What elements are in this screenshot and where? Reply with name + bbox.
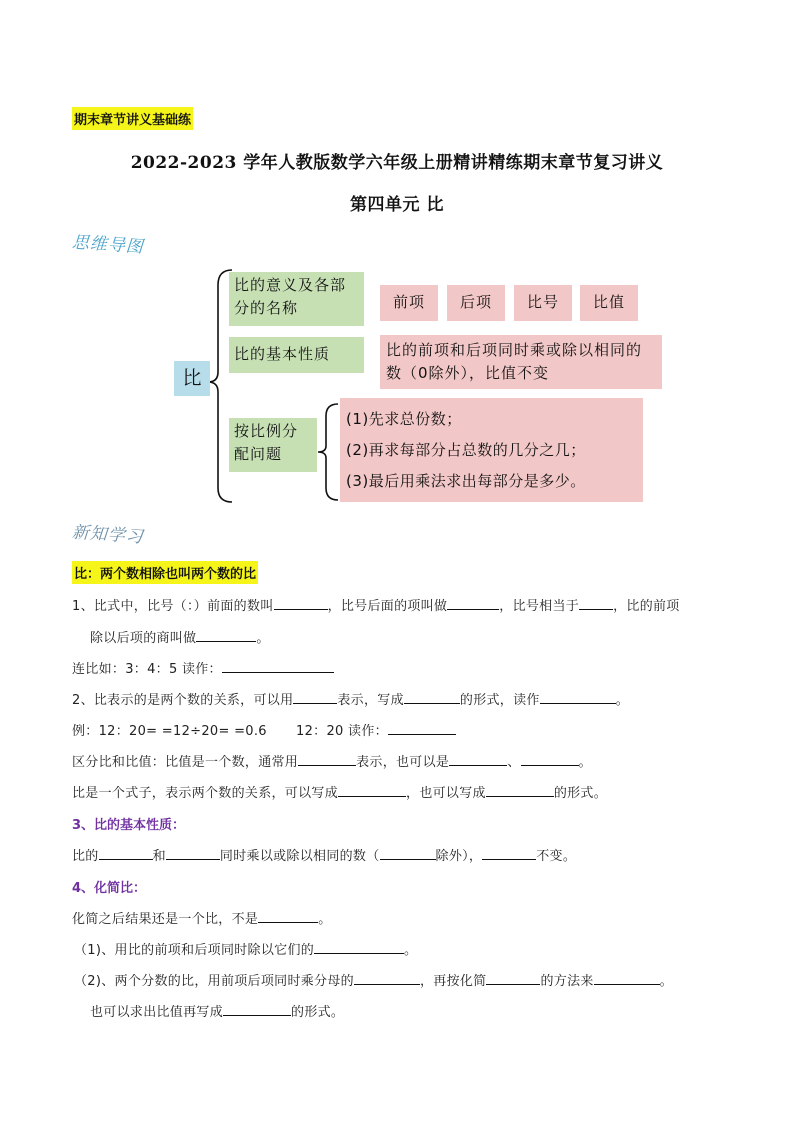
s3-text-a: 比的 <box>72 849 99 864</box>
simplify-step-1 <box>74 939 417 958</box>
q1-line-2 <box>90 627 270 646</box>
dist-text-a: 区分比和比值：比值是一个数，通常用 <box>72 755 299 770</box>
dist-text-b: 表示，也可以是 <box>356 755 450 770</box>
q2-text-d: 。 <box>615 693 630 708</box>
blank-s3-3[interactable] <box>380 847 436 860</box>
blank-q1-3[interactable] <box>579 597 613 610</box>
blank-q2-3[interactable] <box>540 691 616 704</box>
section-4-heading: 4、化简比： <box>72 881 147 896</box>
blank-s3-1[interactable] <box>99 847 153 860</box>
blank-example[interactable] <box>388 722 456 735</box>
branch-property: 比的基本性质 <box>229 337 364 373</box>
term-value: 比值 <box>580 285 638 321</box>
s3-text-d: 除外）， <box>435 849 483 864</box>
s4-text-a: 化简之后结果还是一个比，不是 <box>72 912 259 927</box>
q1-text-e: 除以后项的商叫做 <box>90 631 197 646</box>
simplify-step-3 <box>90 1001 344 1020</box>
expr-text-c: 的形式。 <box>553 786 608 801</box>
q1-text-d: ，比的前项 <box>613 599 680 614</box>
blank-q1-1[interactable] <box>274 597 328 610</box>
q2-text-c: 的形式，读作 <box>459 693 540 708</box>
s3-text-e: 不变。 <box>536 849 577 864</box>
blank-dist-3[interactable] <box>521 753 579 766</box>
step-3: (3)最后用乘法求出每部分是多少。 <box>346 472 586 490</box>
step-2: (2)再求每部分占总数的几分之几； <box>346 441 586 459</box>
mindmap-heading: 思维导图 <box>71 232 145 258</box>
distinguish-line <box>72 751 592 770</box>
blank-q2-2[interactable] <box>404 691 460 704</box>
cont-text: 连比如：3：4：5 读作： <box>72 662 222 677</box>
blank-p3[interactable] <box>223 1003 291 1016</box>
blank-expr-1[interactable] <box>338 784 406 797</box>
q1-text-b: ，比号后面的项叫做 <box>327 599 448 614</box>
blank-s3-2[interactable] <box>166 847 220 860</box>
blank-dist-2[interactable] <box>449 753 507 766</box>
sub-brace <box>318 404 338 500</box>
q2-text-b: 表示，写成 <box>337 693 404 708</box>
step-1: (1)先求总份数； <box>346 410 462 428</box>
q2-text-a: 2、比表示的是两个数的关系，可以用 <box>72 693 294 708</box>
p1-text-b: 。 <box>404 943 418 958</box>
example-a: 例：12：20= =12÷20= =0.6 <box>72 724 267 739</box>
blank-expr-2[interactable] <box>486 784 554 797</box>
page-title: 2022-2023 学年人教版数学六年级上册精讲精练期末章节复习讲义 <box>130 153 664 173</box>
blank-q1-4[interactable] <box>196 629 256 642</box>
blank-s3-4[interactable] <box>482 847 536 860</box>
s3-text-b: 和 <box>152 849 166 864</box>
blank-p1[interactable] <box>314 941 404 954</box>
q1-text-f: 。 <box>256 631 270 646</box>
example-b: 12：20 读作： <box>296 724 388 739</box>
simplify-line <box>72 908 332 927</box>
q2-line <box>72 689 629 708</box>
q1-text-a: 1、比式中，比号（：）前面的数叫 <box>72 599 274 614</box>
term-back: 后项 <box>447 285 505 321</box>
root-node: 比 <box>174 361 210 396</box>
example-line <box>72 720 267 739</box>
blank-s4[interactable] <box>258 910 318 923</box>
term-front: 前项 <box>380 285 438 321</box>
q1-text-c: ，比号相当于 <box>499 599 580 614</box>
blank-p2-1[interactable] <box>354 972 420 985</box>
blank-p2-3[interactable] <box>594 972 660 985</box>
p3-text-b: 的形式。 <box>291 1005 345 1020</box>
p1-text-a: （1)、用比的前项和后项同时除以它们的 <box>74 943 315 958</box>
property-detail: 比的前项和后项同时乘或除以相同的数（0除外），比值不变 <box>380 335 662 389</box>
property-line <box>72 845 576 864</box>
section-tag: 期末章节讲义基础练 <box>72 107 193 130</box>
blank-q2-1[interactable] <box>293 691 337 704</box>
term-sign: 比号 <box>514 285 572 321</box>
p2-text-d: 。 <box>659 974 673 989</box>
s3-text-c: 同时乘以或除以相同的数（ <box>219 849 380 864</box>
p2-text-a: （2)、两个分数的比，用前项后项同时乘分母的 <box>74 974 354 989</box>
example-read <box>296 720 456 739</box>
definition-highlight: 比：两个数相除也叫两个数的比 <box>72 561 258 584</box>
unit-title: 第四单元 比 <box>350 195 444 215</box>
dist-text-d: 。 <box>578 755 592 770</box>
branch-meaning: 比的意义及各部分的名称 <box>229 272 364 326</box>
blank-p2-2[interactable] <box>486 972 540 985</box>
continued-ratio <box>72 658 334 677</box>
s4-text-b: 。 <box>318 912 332 927</box>
p2-text-b: ，再按化简 <box>419 974 487 989</box>
expr-text-b: ，也可以写成 <box>406 786 486 801</box>
blank-cont[interactable] <box>222 660 334 673</box>
p3-text-a: 也可以求出比值再写成 <box>90 1005 224 1020</box>
q1-line <box>72 595 680 614</box>
simplify-step-2 <box>74 970 673 989</box>
dist-text-c: 、 <box>507 755 521 770</box>
section-3-heading: 3、比的基本性质： <box>72 818 186 833</box>
branch-distribution: 按比例分配问题 <box>229 418 317 472</box>
learn-heading: 新知学习 <box>71 522 145 548</box>
blank-q1-2[interactable] <box>447 597 499 610</box>
expression-line <box>72 782 607 801</box>
distribution-steps <box>340 398 643 502</box>
p2-text-c: 的方法来 <box>540 974 594 989</box>
blank-dist-1[interactable] <box>298 753 356 766</box>
expr-text-a: 比是一个式子，表示两个数的关系，可以写成 <box>72 786 339 801</box>
